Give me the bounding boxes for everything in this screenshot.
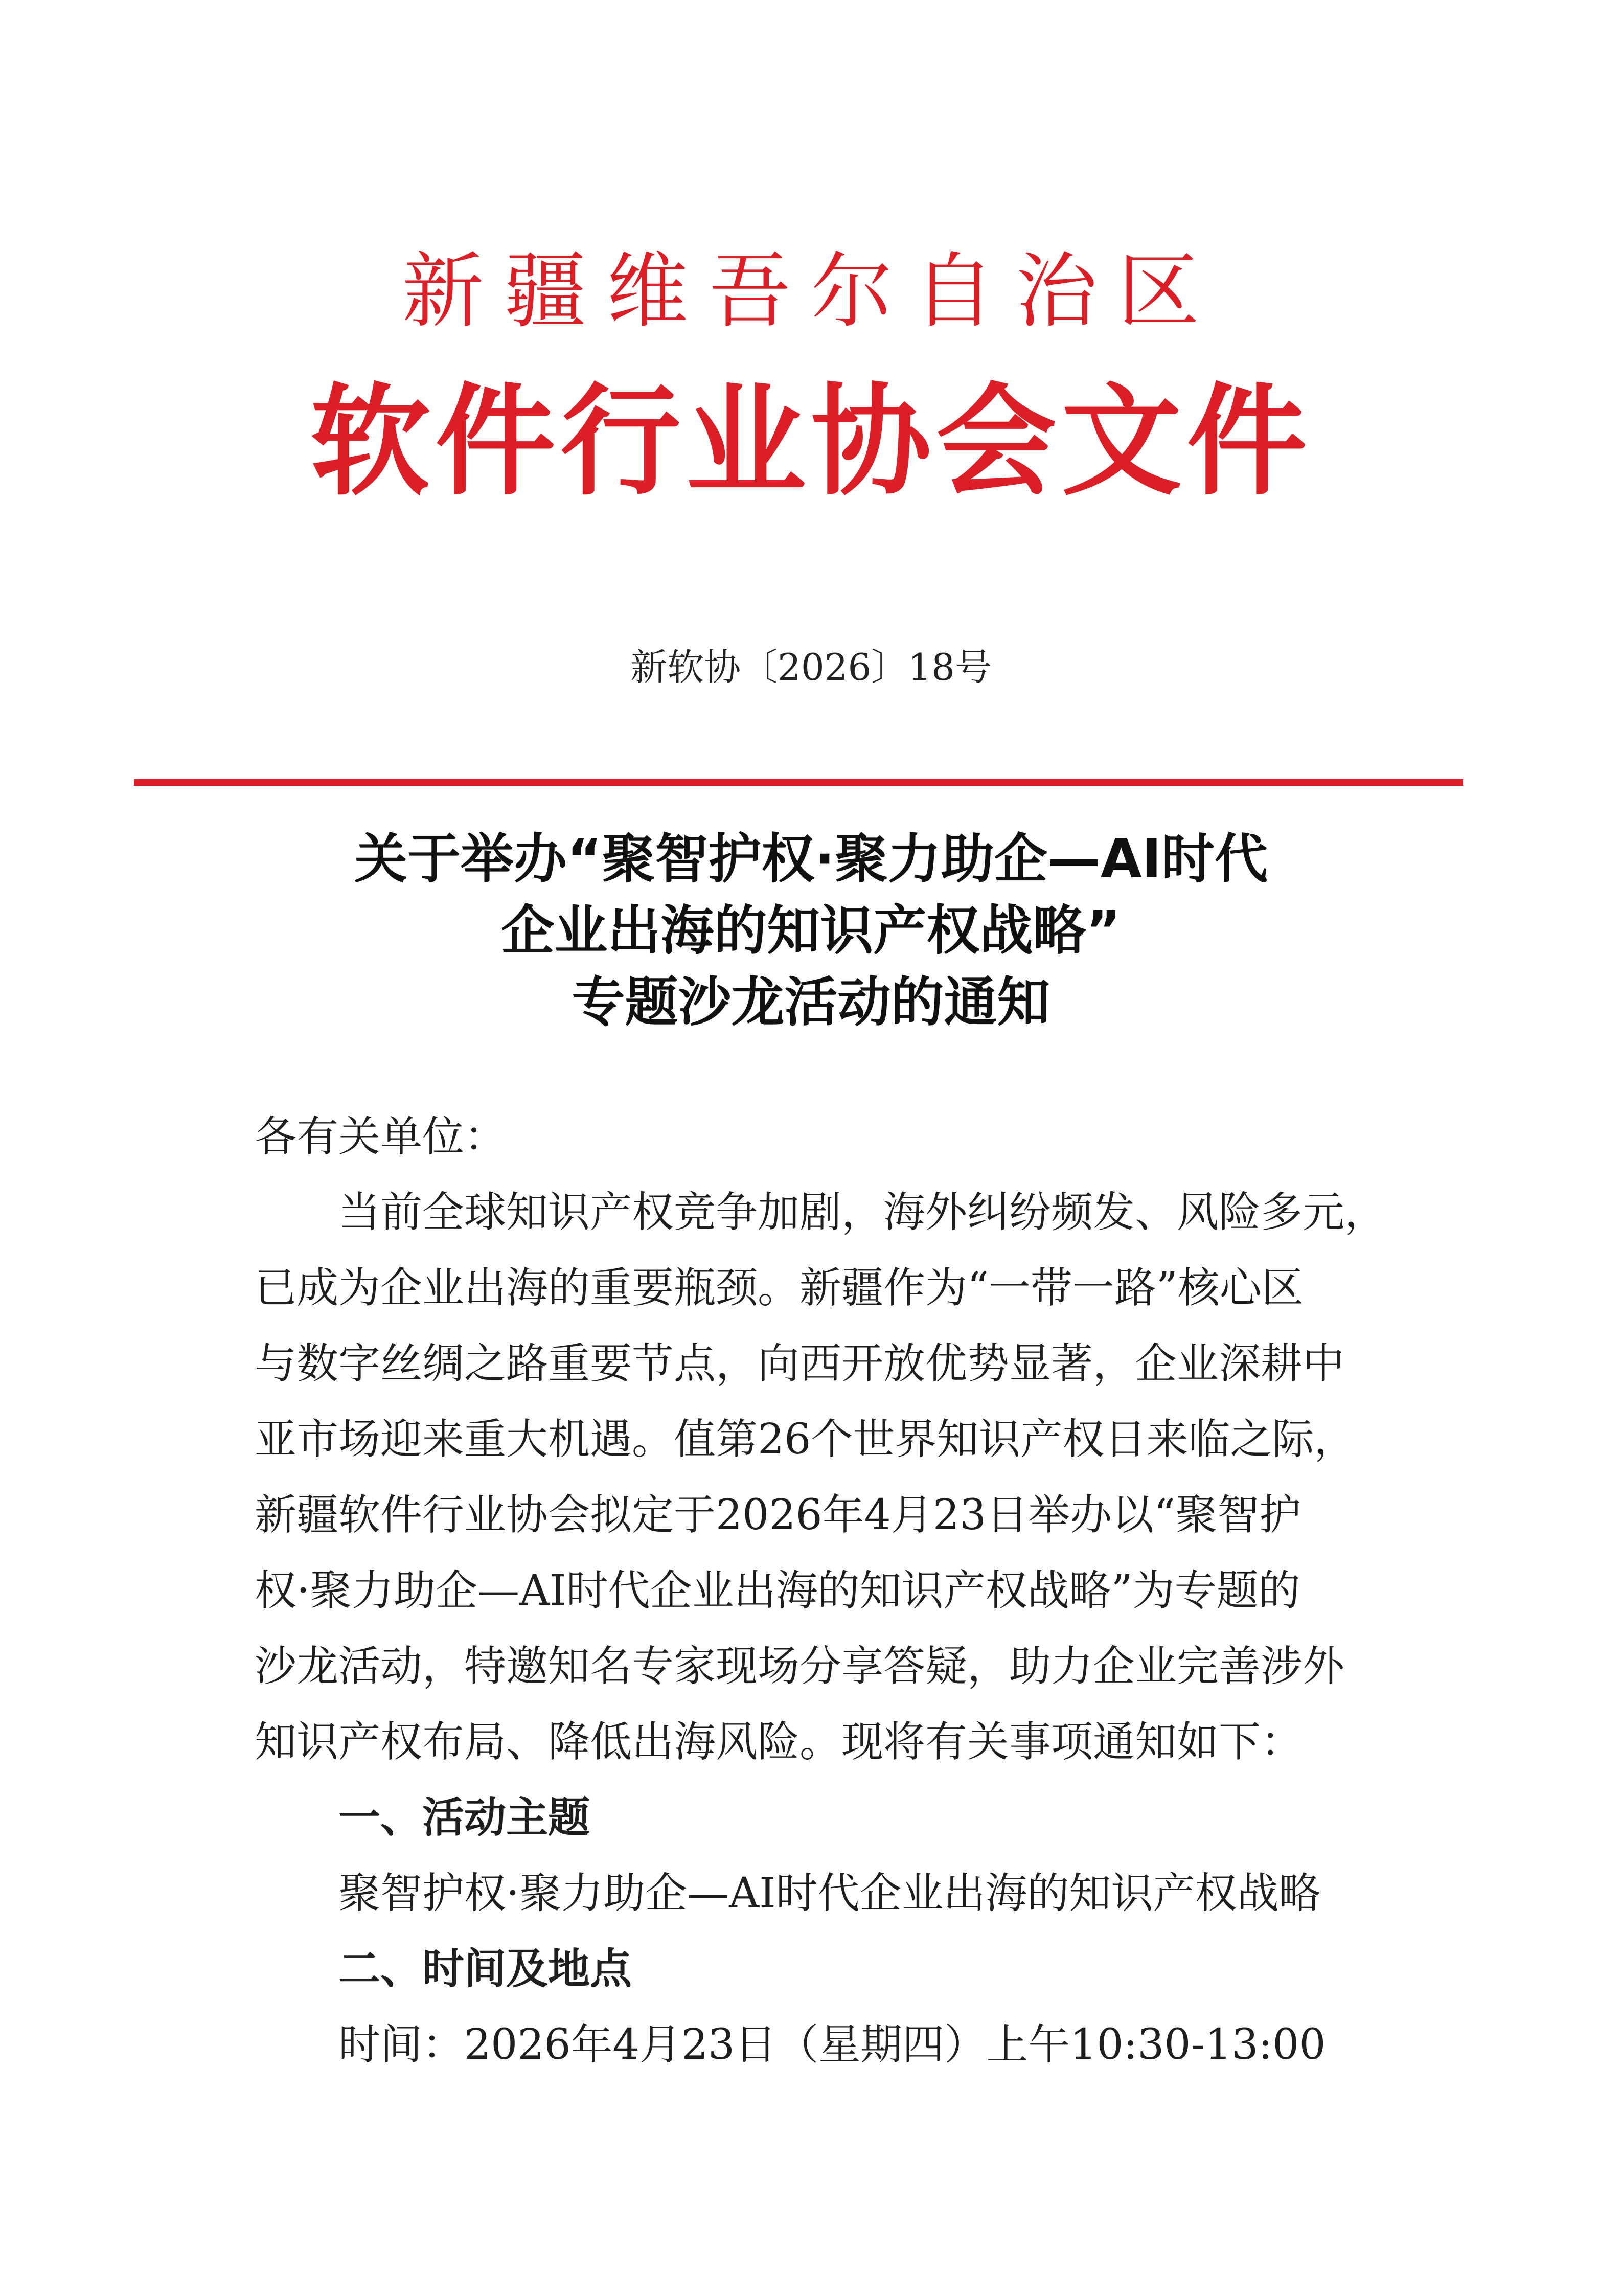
intro-paragraph	[255, 1175, 1387, 1780]
paragraph-line: 权·聚力助企—AI时代企业出海的知识产权战略”为专题的	[255, 1566, 1300, 1615]
notice-title-line-2: 企业出海的知识产权战略”	[501, 899, 1121, 962]
document-type-heading: 软件行业协会文件	[310, 372, 1312, 512]
paragraph-line: 沙龙活动，特邀知名专家现场分享答疑，助力企业完善涉外	[255, 1642, 1345, 1691]
salutation: 各有关单位：	[255, 1112, 507, 1161]
notice-title-line-1: 关于举办“聚智护权·聚力助企—AI时代	[354, 828, 1268, 890]
paragraph-line: 当前全球知识产权竞争加剧，海外纠纷频发、风险多元，	[338, 1188, 1387, 1237]
issuing-region-heading: 新疆维吾尔自治区	[402, 243, 1220, 339]
document-number: 新软协〔2026〕18号	[630, 646, 992, 689]
section-time-text: 时间：2026年4月23日（星期四）上午10:30-13:00	[338, 2020, 1326, 2069]
notice-title-line-3: 专题沙龙活动的通知	[572, 971, 1050, 1033]
paragraph-line: 与数字丝绸之路重要节点，向西开放优势显著，企业深耕中	[255, 1339, 1345, 1388]
paragraph-line: 亚市场迎来重大机遇。值第26个世界知识产权日来临之际，	[255, 1415, 1356, 1464]
red-divider-rule	[134, 779, 1463, 786]
paragraph-line: 知识产权布局、降低出海风险。现将有关事项通知如下：	[255, 1718, 1303, 1766]
section-theme-text: 聚智护权·聚力助企—AI时代企业出海的知识产权战略	[338, 1869, 1321, 1918]
paragraph-line: 新疆软件行业协会拟定于2026年4月23日举办以“聚智护	[255, 1491, 1301, 1539]
paragraph-line: 已成为企业出海的重要瓶颈。新疆作为“一带一路”核心区	[255, 1264, 1304, 1312]
section-heading-time-place: 二、时间及地点	[338, 1945, 632, 1993]
section-heading-theme: 一、活动主题	[338, 1793, 590, 1842]
notice-body	[255, 1099, 1387, 2083]
notice-title	[0, 823, 1622, 1038]
